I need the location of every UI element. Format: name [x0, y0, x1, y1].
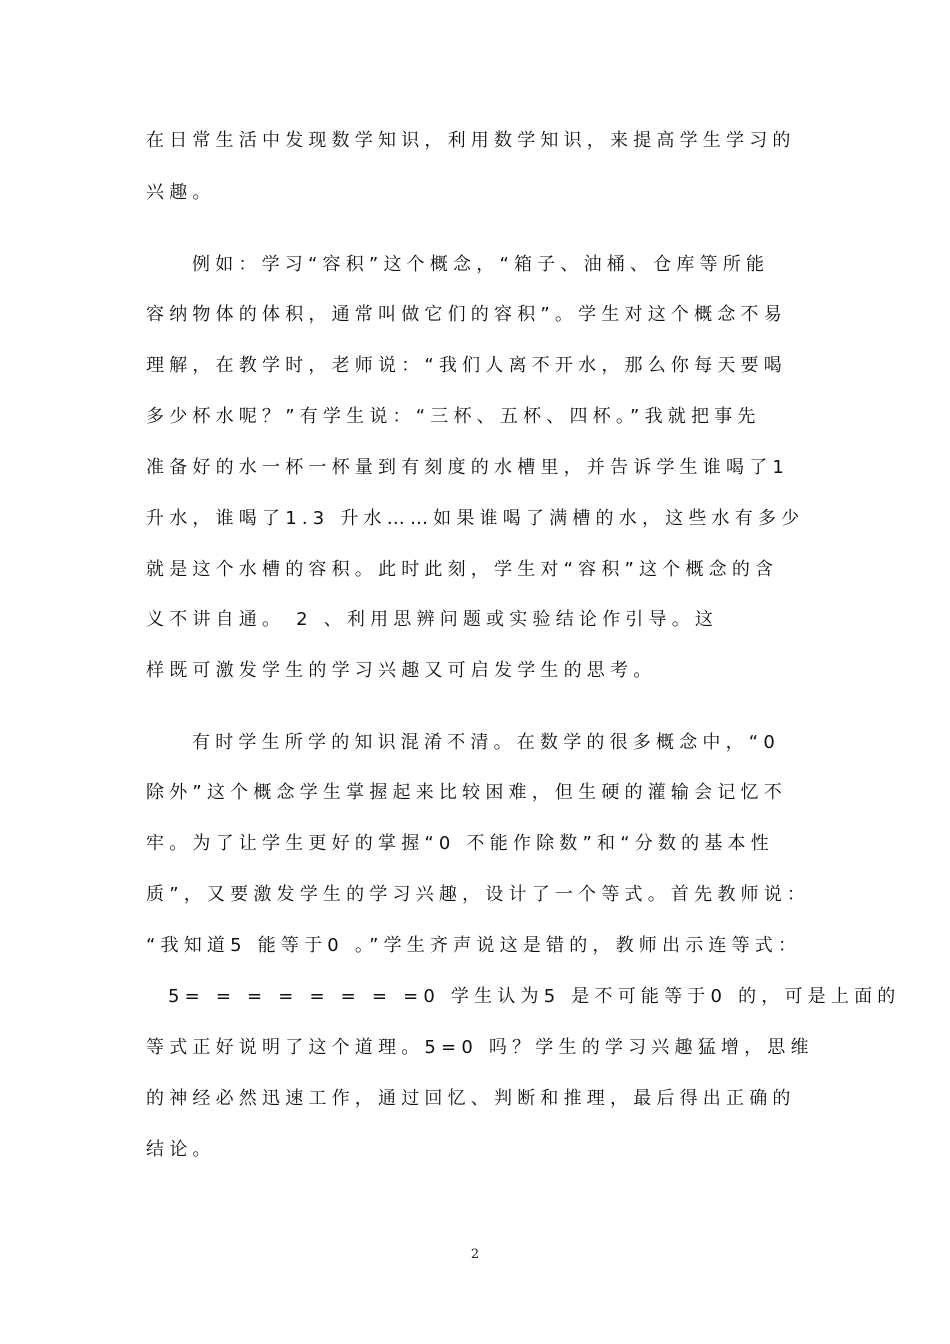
text-line: 结论。 [146, 1139, 216, 1160]
text-line: 兴趣。 [146, 182, 216, 203]
text-line: 多少杯水呢？”有学生说：“三杯、五杯、四杯。”我就把事先 [146, 406, 761, 427]
text-line: 容纳物体的体积，通常叫做它们的容积”。学生对这个概念不易 [146, 304, 787, 325]
paragraph-start-line: 例如：学习“容积”这个概念，“箱子、油桶、仓库等所能 [192, 254, 770, 275]
text-line: 牢。为了让学生更好的掌握“0 不能作除数”和“分数的基本性 [146, 833, 774, 854]
text-line: 就是这个水槽的容积。此时此刻，学生对“容积”这个概念的含 [146, 559, 779, 580]
text-line: 理解，在教学时，老师说：“我们人离不开水，那么你每天要喝 [146, 355, 787, 376]
text-line: 义不讲自通。 2 、利用思辨问题或实验结论作引导。这 [146, 609, 719, 630]
equation-line: 5= = = = = = = =0 学生认为5 是不可能等于0 的，可是上面的 [168, 986, 901, 1007]
text-line: 的神经必然迅速工作，通过回忆、判断和推理，最后得出正确的 [146, 1088, 796, 1109]
paragraph-start-line: 有时学生所学的知识混淆不清。在数学的很多概念中，“0 [192, 732, 780, 753]
text-line: 等式正好说明了这个道理。5=0 吗？学生的学习兴趣猛增，思维 [146, 1037, 814, 1058]
text-line: 质”，又要激发学生的学习兴趣，设计了一个等式。首先教师说： [146, 884, 811, 905]
page-number: 2 [470, 1247, 480, 1262]
text-line: 准备好的水一杯一杯量到有刻度的水槽里，并告诉学生谁喝了1 [146, 457, 790, 478]
text-line: “我知道5 能等于0 。”学生齐声说这是错的，教师出示连等式： [146, 935, 802, 956]
text-line: 升水，谁喝了1.3 升水……如果谁喝了满槽的水，这些水有多少 [146, 508, 805, 529]
text-line: 在日常生活中发现数学知识，利用数学知识，来提高学生学习的 [146, 130, 796, 151]
text-line: 样既可激发学生的学习兴趣又可启发学生的思考。 [146, 660, 657, 681]
text-line: 除外”这个概念学生掌握起来比较困难，但生硬的灌输会记忆不 [146, 782, 787, 803]
